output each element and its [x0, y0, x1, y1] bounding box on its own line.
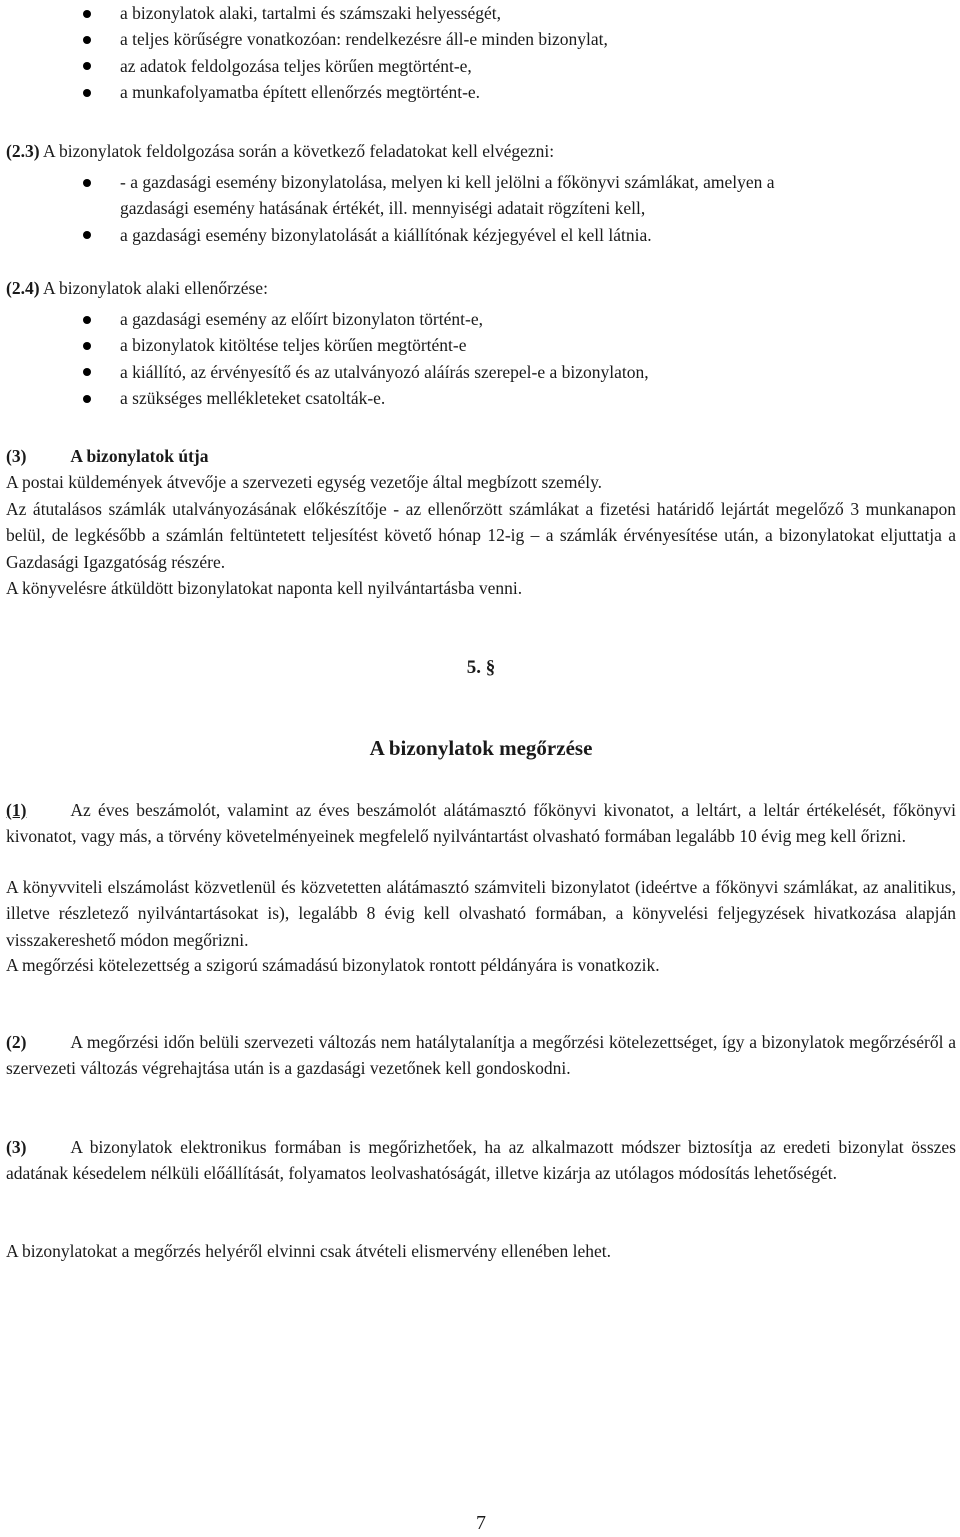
bullet-list-top	[78, 0, 608, 106]
paragraph: A megőrzési kötelezettség a szigorú számadású bizonylatok rontott példányára is vonatkozik.	[6, 955, 660, 975]
bullet-icon	[83, 395, 91, 403]
paragraph: A postai küldemények átvevője a szervezeti egység vezetője által megbízott személy.	[6, 472, 603, 492]
list-item-text: a szükséges mellékleteket csatolták-e.	[120, 388, 386, 409]
paragraph-number: (1)	[6, 800, 27, 820]
bullet-icon	[83, 316, 91, 324]
bullet-icon	[83, 342, 91, 350]
paragraph-2	[6, 1029, 956, 1082]
paragraph: A könyvelésre átküldött bizonylatokat naponta kell nyilvántartásba venni.	[6, 578, 523, 598]
bullet-icon	[83, 89, 91, 97]
list-item	[78, 169, 956, 222]
paragraph: A könyvviteli elszámolást közvetlenül és közvetetten alátámasztó számviteli bizonylatot (ideértve a főkönyvi számlákat, az analitikus, illetve részletező nyilvántartásokat is), legalább 8 évig kell olvasható formában, a könyvelési feljegyzések hivatkozása alapján visszakereshető módon megőrizni.	[6, 877, 956, 950]
bullet-list-2-3	[78, 169, 956, 248]
page-number: 7	[476, 1512, 486, 1534]
list-item	[78, 26, 608, 52]
list-item-text: az adatok feldolgozása teljes körűen megtörtént-e,	[120, 55, 472, 76]
list-item	[78, 222, 956, 248]
section-text: A bizonylatok alaki ellenőrzése:	[42, 278, 268, 298]
paragraph-number: (2)	[6, 1032, 27, 1052]
section-number: (3)	[6, 446, 27, 466]
list-item	[78, 0, 608, 26]
paragraph: A bizonylatokat a megőrzés helyéről elvinni csak átvételi elismervény ellenében lehet.	[6, 1241, 611, 1261]
paragraph-text: A megőrzési időn belüli szervezeti változás nem hatálytalanítja a megőrzési kötelezettséget, így a bizonylatok megőrzéséről a szervezeti változás végrehajtása után is a gazdasági vezetőnek kell gondoskodni.	[6, 1032, 956, 1079]
section-number: (2.4)	[6, 278, 40, 298]
paragraph-text: A bizonylatok elektronikus formában is megőrizhetőek, ha az alkalmazott módszer biztosítja az eredeti bizonylat összes adatának késedelem nélküli előállítását, folyamatos leolvashatóságát, illetve kizárja az utólagos módosítás lehetőségét.	[6, 1137, 956, 1184]
list-item	[78, 359, 649, 385]
list-item-text: a teljes körűségre vonatkozóan: rendelkezésre áll-e minden bizonylat,	[120, 29, 608, 50]
bullet-icon	[83, 10, 91, 18]
bullet-list-2-4	[78, 306, 649, 412]
section-2-3-heading	[6, 138, 956, 164]
list-item	[78, 332, 649, 358]
list-item	[78, 79, 608, 105]
section-3-heading	[6, 443, 956, 469]
bullet-icon	[83, 36, 91, 44]
list-item-text: a kiállító, az érvényesítő és az utalványozó aláírás szerepel-e a bizonylaton,	[120, 361, 649, 382]
list-item-text: a gazdasági esemény bizonylatolását a kiállítónak kézjegyével el kell látnia.	[120, 224, 652, 245]
section-number-heading: 5. §	[466, 657, 496, 678]
paragraph: Az átutalásos számlák utalványozásának előkészítője - az ellenőrzött számlákat a fizetési határidő lejártát megelőző 3 munkanapon belül, de legkésőbb a számlán feltüntetett teljesítést követő hónap 12-ig – a számlák érvényesítése után, a bizonylatokat eljuttatja a Gazdasági Igazgatóság részére.	[6, 499, 956, 572]
paragraph-text: Az éves beszámolót, valamint az éves beszámolót alátámasztó főkönyvi kivonatot, a leltárt, a leltár értékelését, főkönyvi kivonatot, vagy más, a törvény követelményeinek megfelelő nyilvántartást olvasható formában legalább 10 évig meg kell őrizni.	[6, 800, 956, 847]
list-item-text: gazdasági esemény hatásának értékét, ill. mennyiségi adatait rögzíteni kell,	[120, 198, 646, 219]
section-title: A bizonylatok útja	[70, 446, 209, 466]
section-number: (2.3)	[6, 141, 40, 161]
list-item-text: a bizonylatok kitöltése teljes körűen megtörtént-e	[120, 335, 467, 356]
paragraph-3	[6, 1134, 956, 1187]
bullet-icon	[83, 231, 91, 239]
list-item	[78, 53, 608, 79]
bullet-icon	[83, 179, 91, 187]
section-text: A bizonylatok feldolgozása során a következő feladatokat kell elvégezni:	[42, 141, 555, 161]
paragraph-number: (3)	[6, 1137, 27, 1157]
list-item-text: - a gazdasági esemény bizonylatolása, melyen ki kell jelölni a főkönyvi számlákat, amelyen a	[120, 172, 775, 192]
list-item-text: a gazdasági esemény az előírt bizonylaton történt-e,	[120, 309, 483, 329]
list-item	[78, 306, 649, 332]
bullet-icon	[83, 368, 91, 376]
list-item-text: a munkafolyamatba épített ellenőrzés megtörtént-e.	[120, 82, 481, 103]
list-item	[78, 385, 649, 411]
page-title: A bizonylatok megőrzése	[369, 736, 593, 760]
section-2-4-heading	[6, 275, 956, 301]
paragraph-1	[6, 797, 956, 850]
list-item-text: a bizonylatok alaki, tartalmi és számszaki helyességét,	[120, 3, 501, 23]
bullet-icon	[83, 62, 91, 70]
